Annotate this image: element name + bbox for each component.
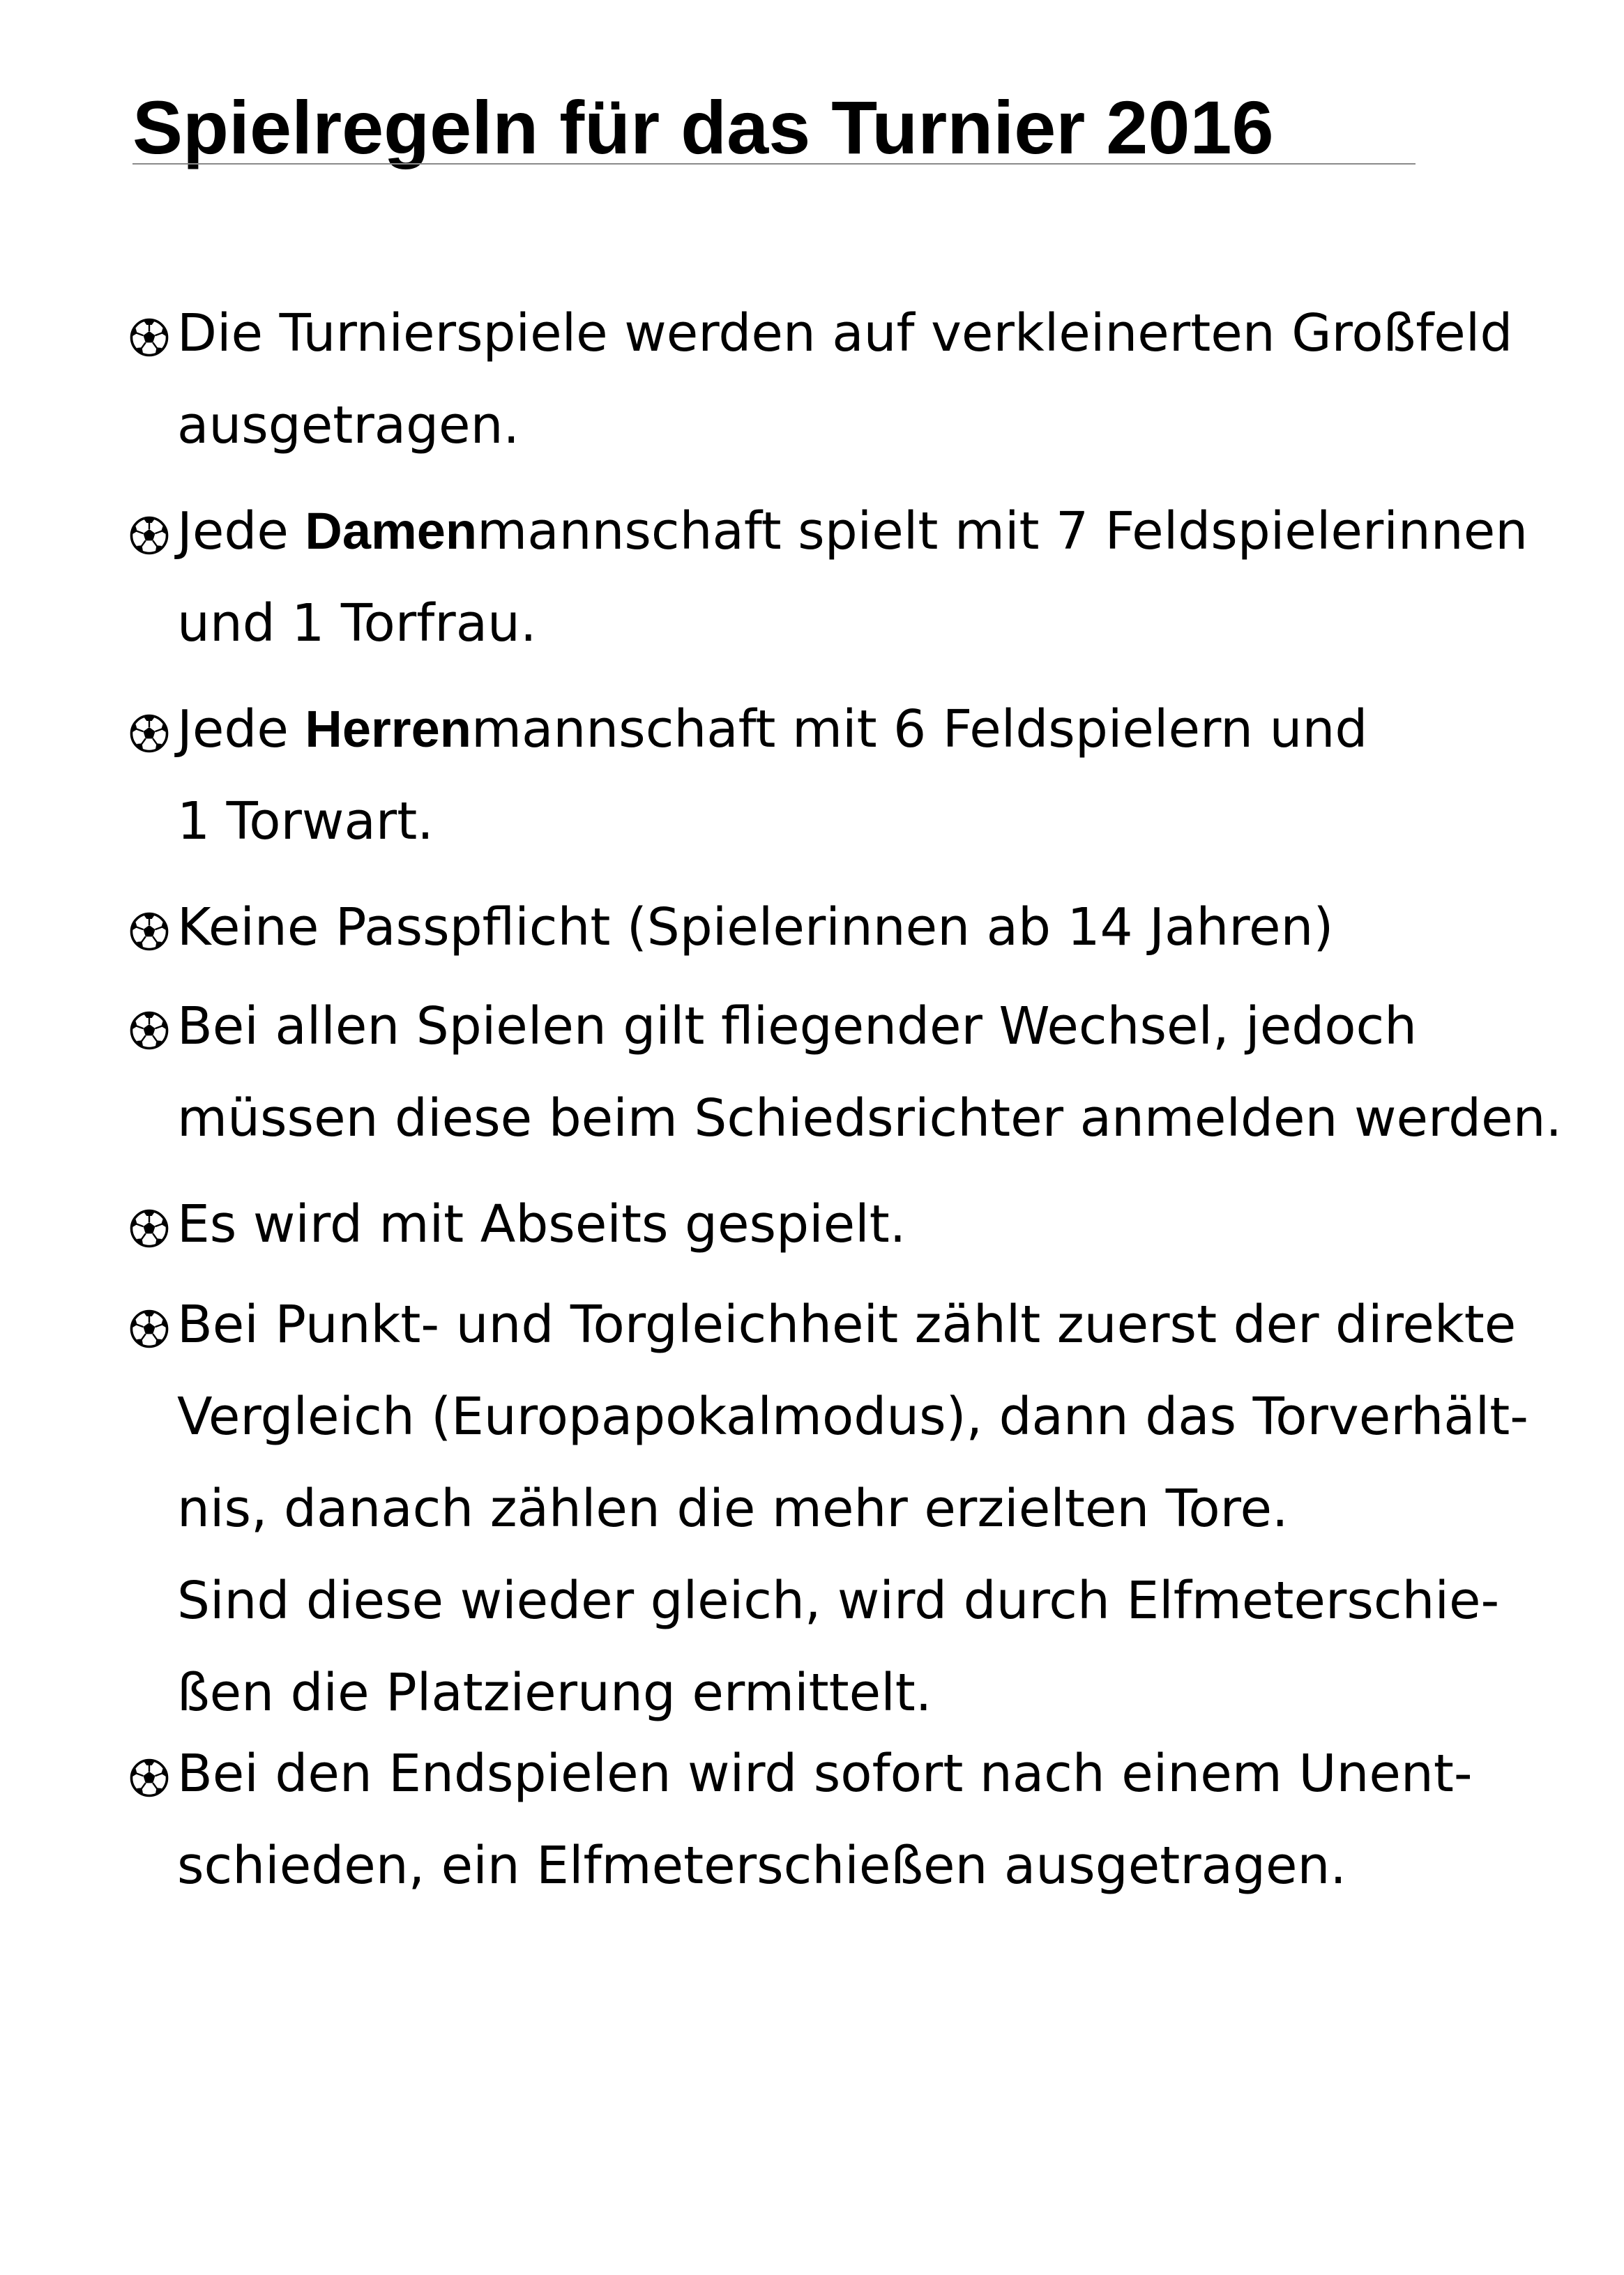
soccer-ball-icon [128, 911, 170, 952]
rule-item [128, 683, 1565, 867]
rule-text [177, 683, 1565, 867]
rule-text [177, 287, 1565, 471]
rule-line: Vergleich (Europapokalmodus), dann das Torverhält- [177, 1387, 1528, 1447]
soccer-ball-icon [128, 1208, 170, 1249]
rule-line: Keine Passpflicht (Spielerinnen ab 14 Jahren) [177, 897, 1334, 957]
soccer-ball-icon [128, 515, 170, 556]
rule-line: und 1 Torfrau. [177, 593, 537, 653]
rule-line: Bei allen Spielen gilt fliegender Wechsel, jedoch [177, 996, 1418, 1056]
rule-line: Sind diese wieder gleich, wird durch Elfmeterschie- [177, 1571, 1500, 1631]
rule-text-prefix: Jede [177, 501, 305, 561]
rule-text-prefix: Jede [177, 699, 305, 759]
rule-line: nis, danach zählen die mehr erzielten Tore. [177, 1479, 1289, 1539]
rule-item [128, 287, 1565, 471]
rule-item [128, 980, 1565, 1164]
rule-item [128, 1178, 1565, 1270]
soccer-ball-icon [128, 713, 170, 754]
rule-item [128, 1279, 1565, 1739]
soccer-ball-icon [128, 1308, 170, 1350]
rule-item [128, 881, 1565, 973]
page-title: Spielregeln für das Turnier 2016 [132, 85, 1274, 169]
rule-text [177, 980, 1565, 1164]
soccer-ball-icon [128, 1010, 170, 1051]
rule-line [177, 683, 1565, 775]
rule-text [177, 881, 1565, 973]
soccer-ball-icon [128, 1757, 170, 1799]
rule-line: müssen diese beim Schiedsrichter anmelden werden. [177, 1088, 1563, 1148]
rule-line: Es wird mit Abseits gespielt. [177, 1194, 906, 1254]
rule-text [177, 485, 1565, 669]
rule-line: ausgetragen. [177, 395, 520, 455]
rule-text [177, 1178, 1565, 1270]
rule-text [177, 1728, 1565, 1912]
rule-line: schieden, ein Elfmeterschießen ausgetragen. [177, 1836, 1346, 1896]
rule-line: Die Turnierspiele werden auf verkleinerten Großfeld [177, 303, 1513, 363]
rule-line: Bei den Endspielen wird sofort nach einem Unent- [177, 1744, 1473, 1804]
rule-line: Bei Punkt- und Torgleichheit zählt zuerst der direkte [177, 1295, 1517, 1355]
rule-text-bold: Herren [305, 700, 471, 758]
title-underline [132, 163, 1416, 165]
rule-text-suffix: mannschaft spielt mit 7 Feldspielerinnen [477, 501, 1528, 561]
rule-line [177, 485, 1565, 577]
rule-text-bold: Damen [305, 502, 478, 560]
soccer-ball-icon [128, 317, 170, 358]
rule-line: ßen die Platzierung ermittelt. [177, 1663, 932, 1723]
rule-text [177, 1279, 1565, 1739]
rule-text-suffix: mannschaft mit 6 Feldspielern und [471, 699, 1368, 759]
rule-item [128, 485, 1565, 669]
rule-item [128, 1728, 1565, 1912]
rule-line: 1 Torwart. [177, 791, 434, 851]
